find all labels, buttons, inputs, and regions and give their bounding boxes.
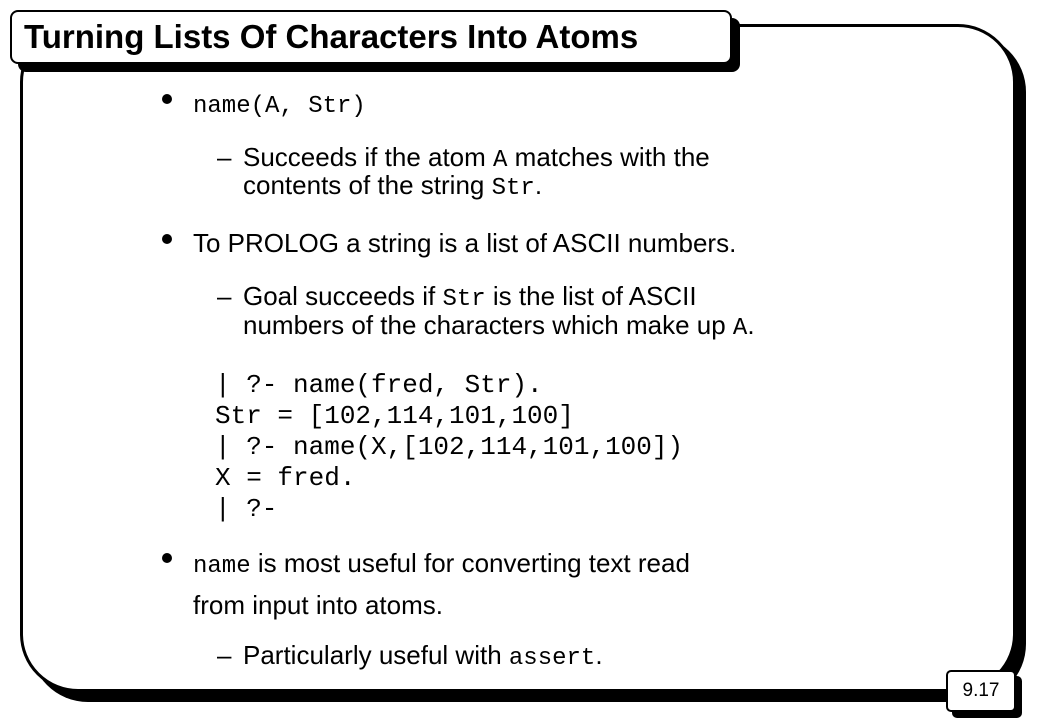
text-segment: matches with the [507,142,710,172]
bullet-2-text: To PROLOG a string is a list of ASCII numbers. [193,228,737,258]
code-line-2: Str = [102,114,101,100] [215,401,574,431]
slide-title: Turning Lists Of Characters Into Atoms [10,10,732,64]
bullet-2-sub-line-2 [243,310,755,344]
dash-3: – [217,640,232,670]
text-segment: . [595,640,603,670]
bullet-3-line-1 [193,548,690,582]
code-line-1: | ?- name(fred, Str). [215,370,543,400]
text-segment: Succeeds if the atom [243,142,494,172]
bullet-1-sub-line-2 [243,170,542,204]
text-segment: Particularly useful with [243,640,509,670]
text-segment: . [747,310,755,340]
text-segment: is most useful for converting text read [250,548,690,578]
text-segment: is the list of ASCII [485,281,697,311]
name-a-str-code: name(A, Str) [193,93,366,120]
dash-1: – [217,142,232,172]
text-segment: . [534,170,543,200]
code-assert: assert [508,645,596,672]
code-a: A [493,147,508,174]
code-line-5: | ?- [215,494,278,524]
text-segment: numbers of the characters which make up [243,310,733,340]
code-a: A [732,315,748,342]
code-name: name [193,553,251,580]
code-str: Str [491,175,535,202]
text-segment: contents of the string [243,170,492,200]
code-line-4: X = fred. [215,463,356,493]
bullet-dot-3 [162,553,172,563]
page-number: 9.17 [946,670,1016,712]
slide-frame [20,24,1016,692]
code-str: Str [442,286,486,313]
code-line-3: | ?- name(X,[102,114,101,100]) [215,432,684,462]
bullet-dot-1 [162,94,172,104]
text-segment: Goal succeeds if [243,281,443,311]
bullet-dot-2 [162,234,172,244]
dash-2: – [217,281,232,311]
bullet-3-sub [243,640,603,674]
bullet-1-code [193,88,366,122]
bullet-3-line-2: from input into atoms. [193,590,443,620]
